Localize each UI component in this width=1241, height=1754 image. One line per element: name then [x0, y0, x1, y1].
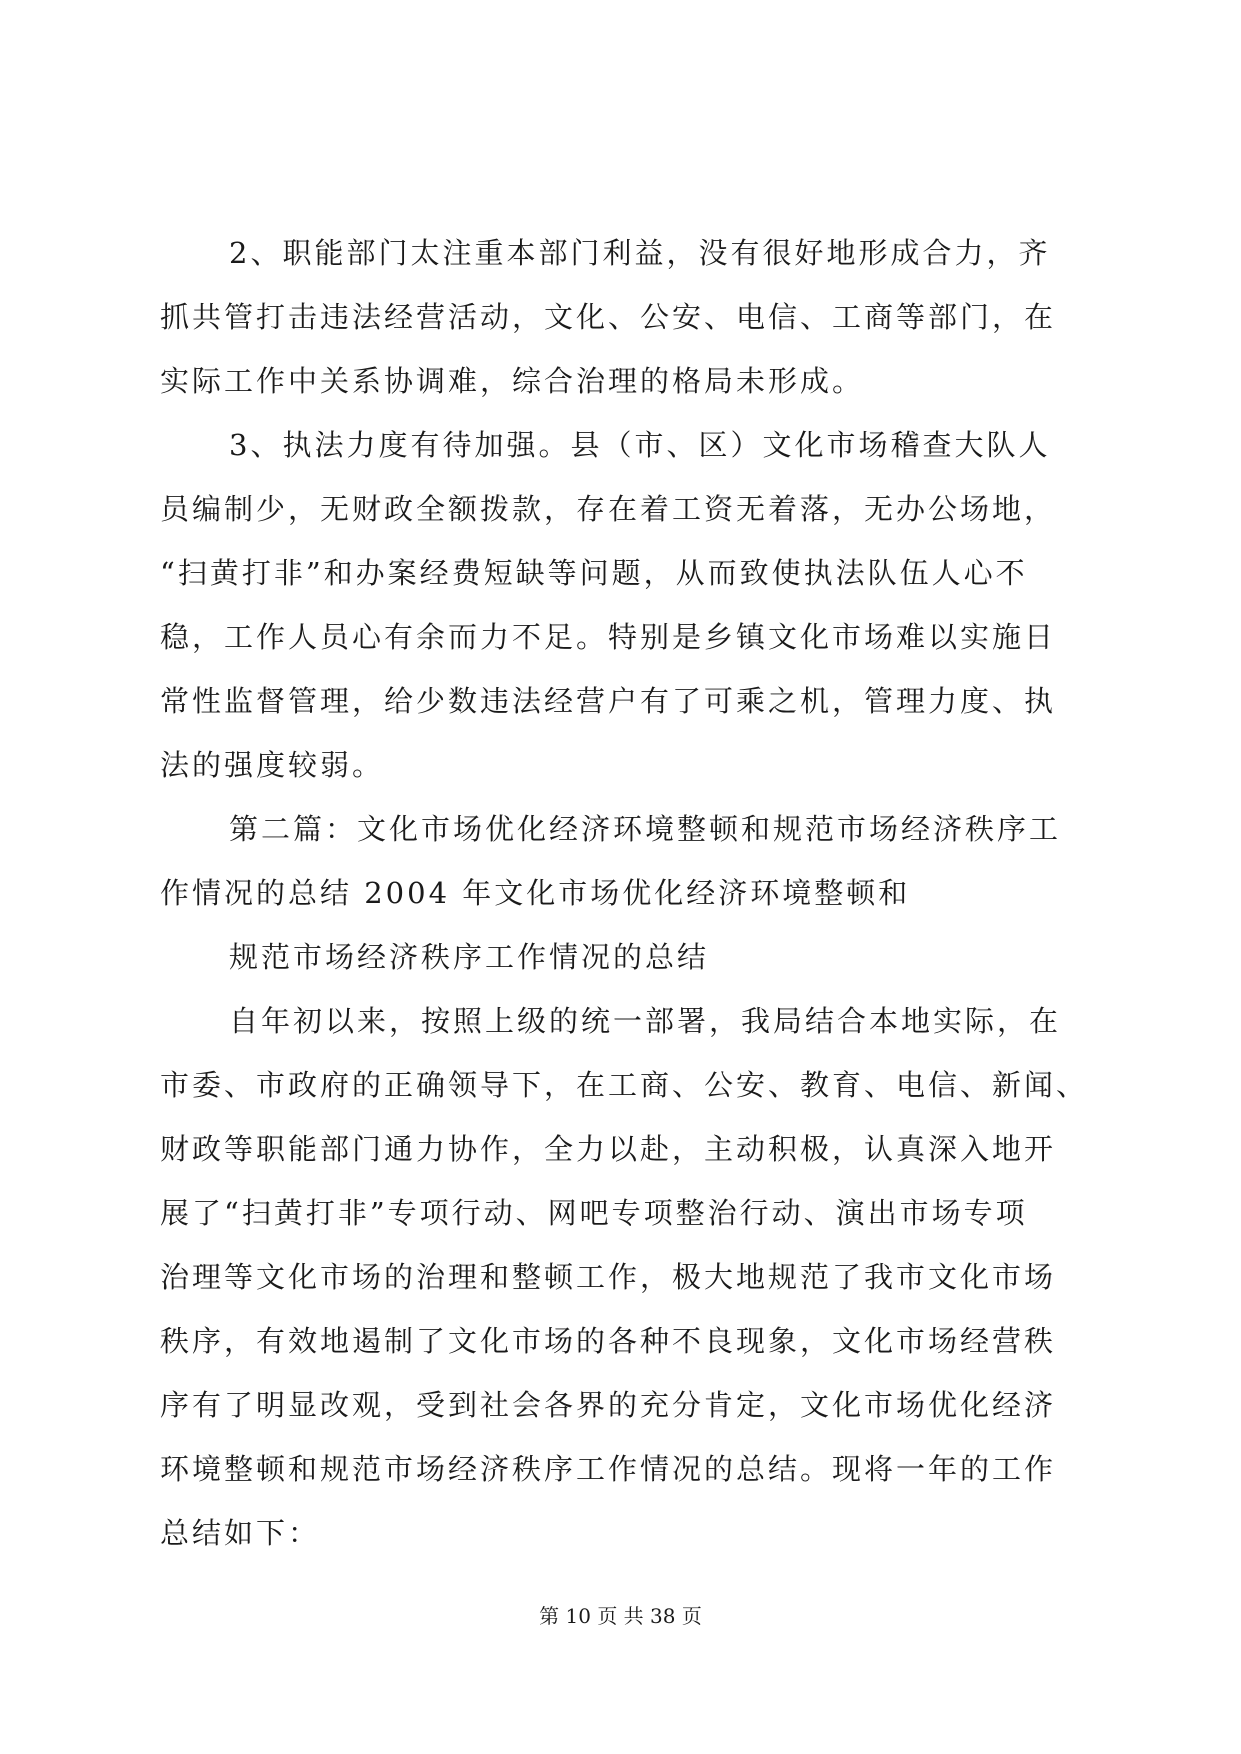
paragraph-line: 序有了明显改观，受到社会各界的充分肯定，文化市场优化经济 [160, 1388, 1057, 1422]
paragraph-line: 展了“扫黄打非”专项行动、网吧专项整治行动、演出市场专项 [160, 1196, 1028, 1230]
document-body [160, 221, 1089, 1565]
paragraph-line: 财政等职能部门通力协作，全力以赴，主动积极，认真深入地开 [160, 1132, 1057, 1166]
paragraph-line: 治理等文化市场的治理和整顿工作，极大地规范了我市文化市场 [160, 1260, 1057, 1294]
paragraph-line: “扫黄打非”和办案经费短缺等问题，从而致使执法队伍人心不 [160, 556, 1028, 590]
section-heading-line: 作情况的总结 2004 年文化市场优化经济环境整顿和 [160, 876, 911, 910]
paragraph-line: 抓共管打击违法经营活动，文化、公安、电信、工商等部门，在 [160, 300, 1057, 334]
paragraph-line: 自年初以来，按照上级的统一部署，我局结合本地实际，在 [229, 1004, 1062, 1038]
paragraph-line: 3、执法力度有待加强。县（市、区）文化市场稽查大队人 [229, 428, 1051, 462]
paragraph-line: 秩序，有效地遏制了文化市场的各种不良现象，文化市场经营秩 [160, 1324, 1057, 1358]
paragraph-line: 常性监督管理，给少数违法经营户有了可乘之机，管理力度、执 [160, 684, 1057, 718]
paragraph-line: 法的强度较弱。 [160, 748, 385, 782]
section-heading-line: 规范市场经济秩序工作情况的总结 [229, 940, 710, 974]
page-number-footer: 第 10 页 共 38 页 [539, 1604, 702, 1628]
section-heading-line: 第二篇：文化市场优化经济环境整顿和规范市场经济秩序工 [229, 812, 1062, 846]
paragraph-line: 稳，工作人员心有余而力不足。特别是乡镇文化市场难以实施日 [160, 620, 1057, 654]
paragraph-line: 总结如下： [160, 1516, 321, 1550]
paragraph-line: 市委、市政府的正确领导下，在工商、公安、教育、电信、新闻、 [160, 1068, 1089, 1102]
paragraph-line: 实际工作中关系协调难，综合治理的格局未形成。 [160, 364, 865, 398]
paragraph-line: 员编制少，无财政全额拨款，存在着工资无着落，无办公场地， [160, 492, 1057, 526]
paragraph-line: 2、职能部门太注重本部门利益，没有很好地形成合力，齐 [229, 236, 1051, 270]
paragraph-line: 环境整顿和规范市场经济秩序工作情况的总结。现将一年的工作 [160, 1452, 1057, 1486]
